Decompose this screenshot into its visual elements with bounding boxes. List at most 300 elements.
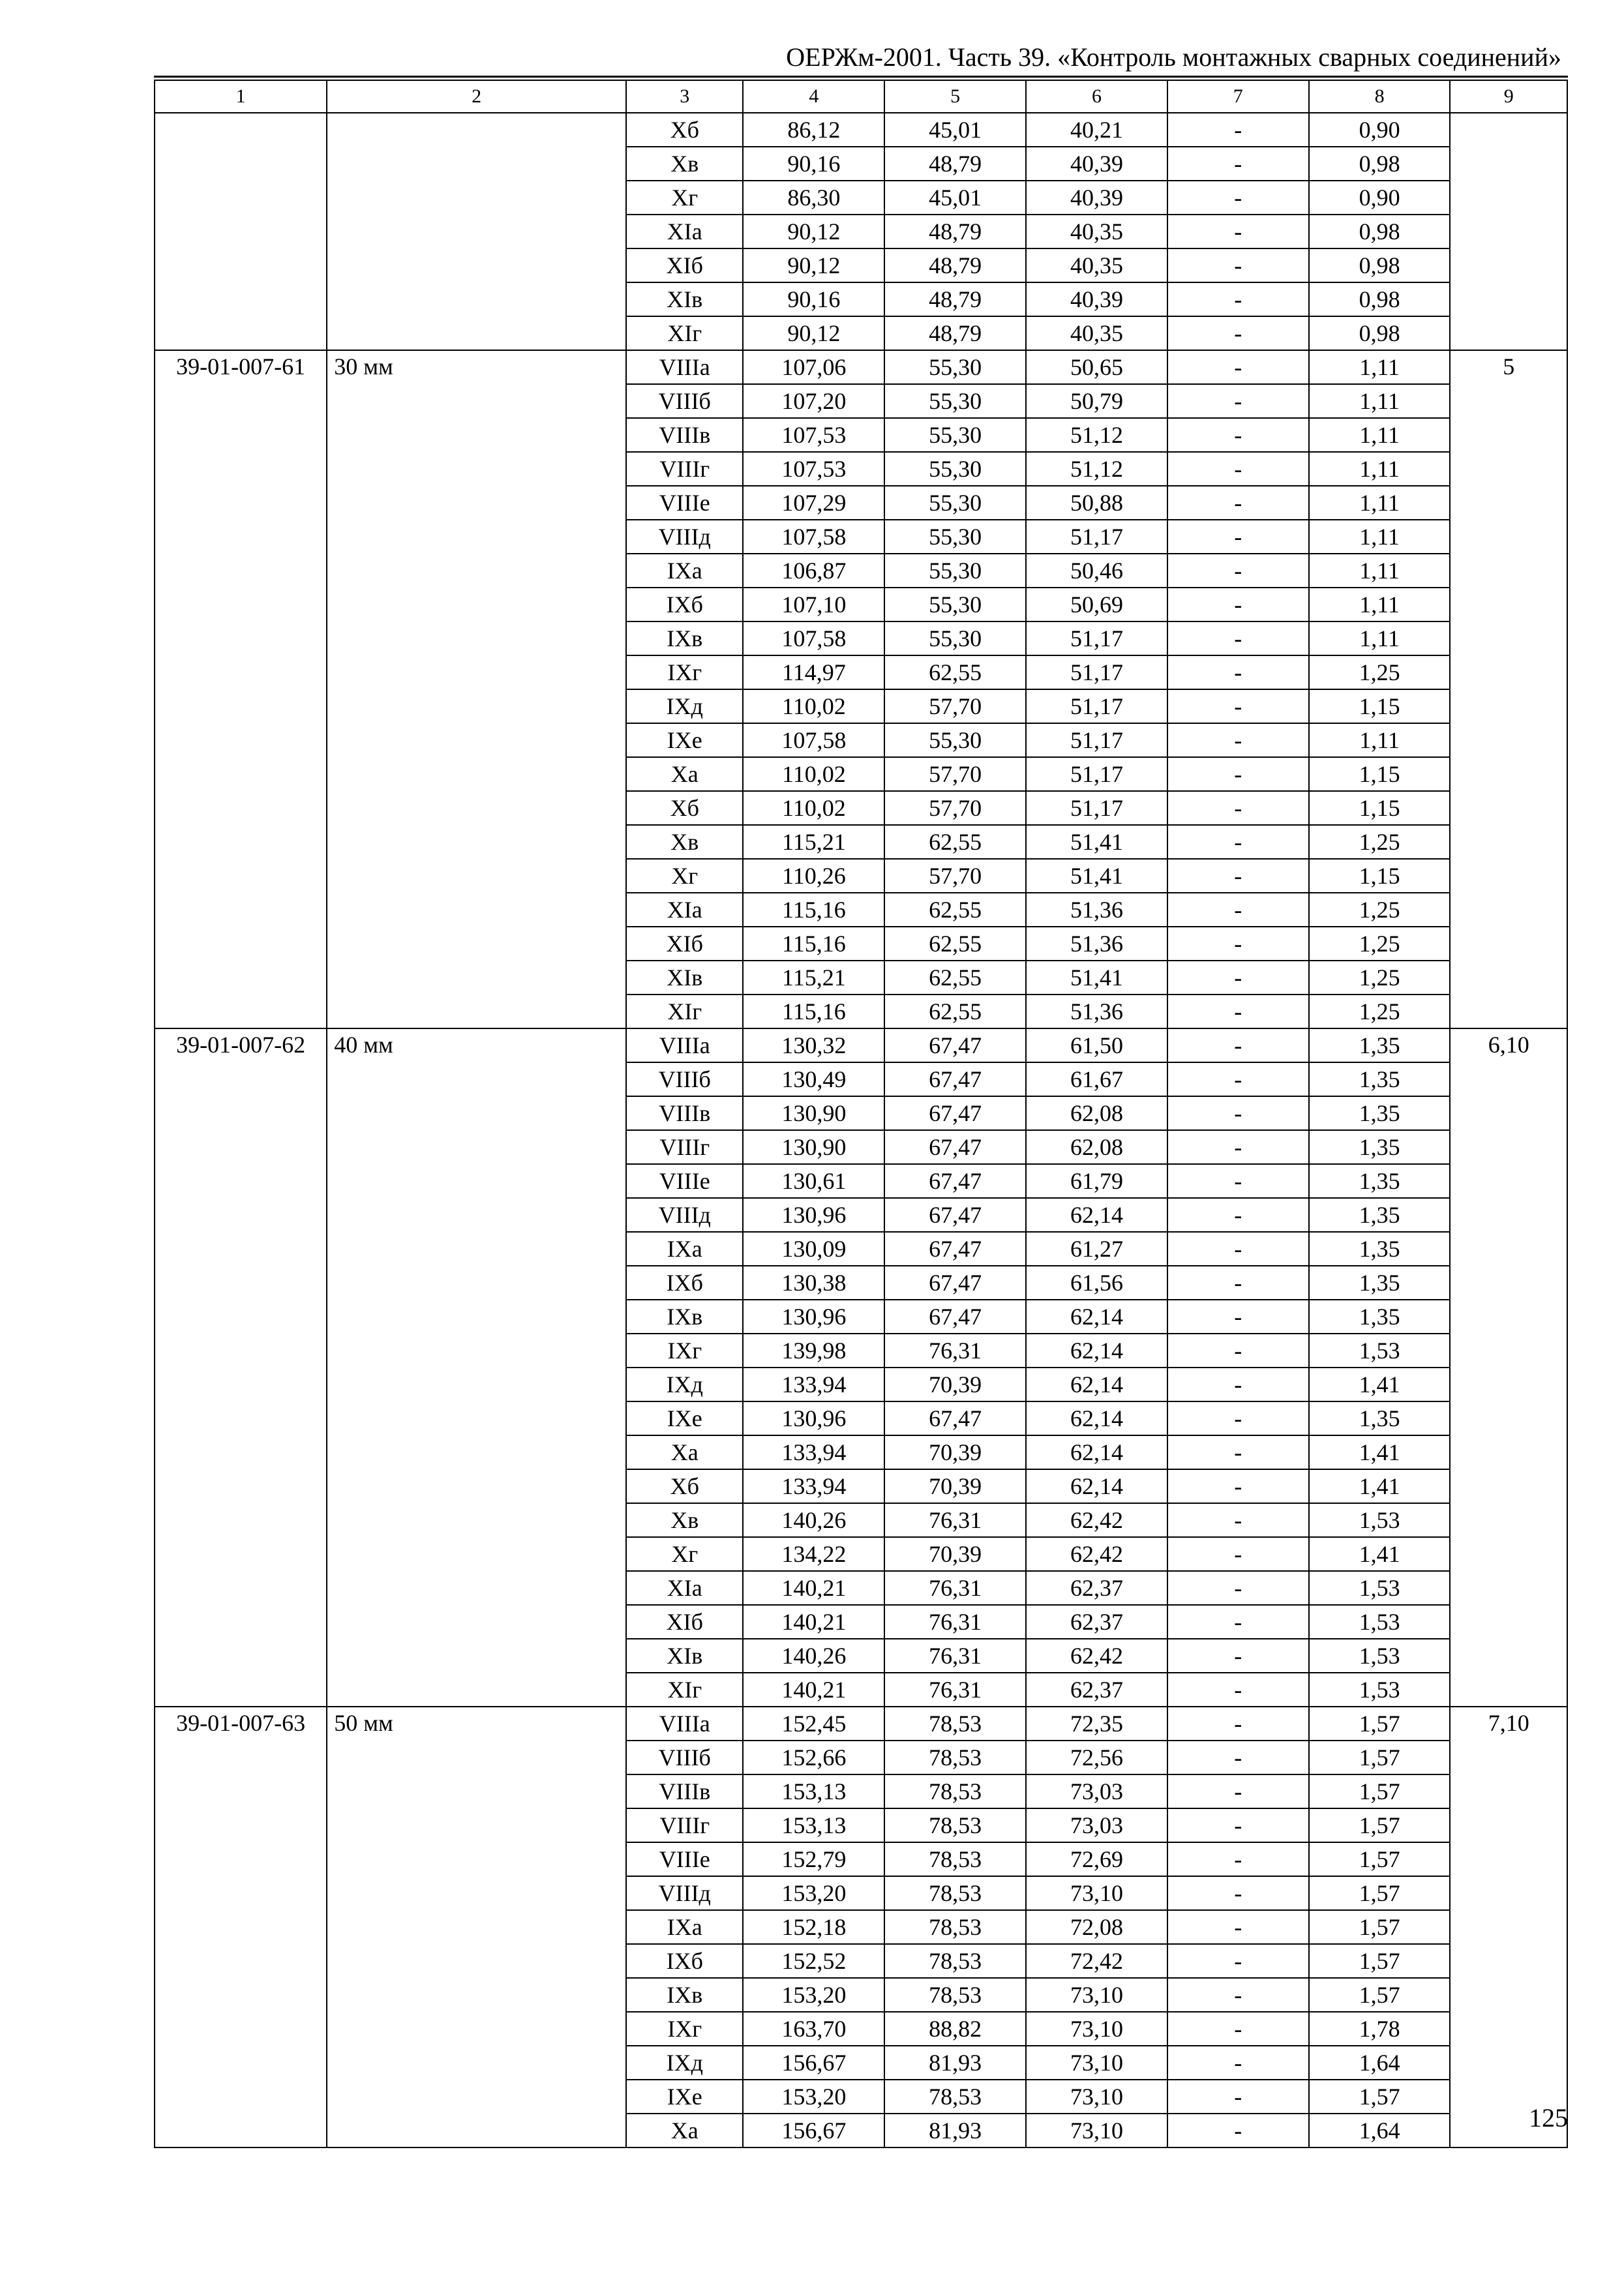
category-cell: IХе: [626, 2080, 743, 2114]
wages-cell: 78,53: [884, 1707, 1026, 1741]
machines-cell: 50,88: [1026, 486, 1167, 520]
labor-cost-cell: 1,25: [1309, 927, 1451, 961]
table-row: [155, 350, 1567, 384]
machines-cell: 62,37: [1026, 1571, 1167, 1605]
category-cell: ХIв: [626, 1639, 743, 1673]
labor-cost-cell: 1,35: [1309, 1198, 1451, 1232]
total-cost-cell: 107,29: [743, 486, 884, 520]
total-cost-cell: 90,16: [743, 147, 884, 181]
total-cost-cell: 90,12: [743, 215, 884, 248]
wages-cell: 67,47: [884, 1401, 1026, 1435]
category-cell: VIIIд: [626, 520, 743, 554]
labor-cost-cell: 1,35: [1309, 1130, 1451, 1164]
category-cell: IХе: [626, 723, 743, 757]
category-cell: Хг: [626, 859, 743, 893]
rate-name-cell: 40 мм: [327, 1028, 626, 1707]
materials-cell: -: [1167, 1978, 1309, 2012]
category-cell: VIIIб: [626, 1741, 743, 1774]
wages-cell: 81,93: [884, 2114, 1026, 2147]
labor-cost-cell: 1,57: [1309, 1944, 1451, 1978]
wages-cell: 76,31: [884, 1334, 1026, 1368]
materials-cell: -: [1167, 1028, 1309, 1062]
category-cell: VIIIб: [626, 1062, 743, 1096]
wages-cell: 62,55: [884, 927, 1026, 961]
wages-cell: 62,55: [884, 655, 1026, 689]
machines-cell: 51,17: [1026, 723, 1167, 757]
labor-cost-cell: 1,11: [1309, 520, 1451, 554]
notes-cell: [1450, 113, 1567, 350]
category-cell: VIIIе: [626, 486, 743, 520]
wages-cell: 62,55: [884, 825, 1026, 859]
total-cost-cell: 115,16: [743, 995, 884, 1028]
labor-cost-cell: 1,35: [1309, 1096, 1451, 1130]
wages-cell: 78,53: [884, 1741, 1026, 1774]
category-cell: IХв: [626, 621, 743, 655]
materials-cell: -: [1167, 588, 1309, 621]
total-cost-cell: 114,97: [743, 655, 884, 689]
category-cell: VIIIа: [626, 1707, 743, 1741]
machines-cell: 51,17: [1026, 621, 1167, 655]
labor-cost-cell: 1,57: [1309, 1910, 1451, 1944]
materials-cell: -: [1167, 2114, 1309, 2147]
wages-cell: 55,30: [884, 384, 1026, 418]
wages-cell: 67,47: [884, 1164, 1026, 1198]
materials-cell: -: [1167, 452, 1309, 486]
wages-cell: 57,70: [884, 859, 1026, 893]
materials-cell: -: [1167, 1876, 1309, 1910]
materials-cell: -: [1167, 1503, 1309, 1537]
category-cell: VIIIв: [626, 1774, 743, 1808]
total-cost-cell: 110,26: [743, 859, 884, 893]
machines-cell: 40,39: [1026, 282, 1167, 316]
machines-cell: 50,79: [1026, 384, 1167, 418]
category-cell: VIIIг: [626, 1808, 743, 1842]
labor-cost-cell: 1,41: [1309, 1435, 1451, 1469]
labor-cost-cell: 1,25: [1309, 655, 1451, 689]
rate-code-cell: 39-01-007-63: [155, 1707, 327, 2147]
materials-cell: -: [1167, 893, 1309, 927]
total-cost-cell: 115,21: [743, 825, 884, 859]
category-cell: IХв: [626, 1300, 743, 1334]
wages-cell: 67,47: [884, 1300, 1026, 1334]
total-cost-cell: 110,02: [743, 689, 884, 723]
labor-cost-cell: 1,57: [1309, 1842, 1451, 1876]
labor-cost-cell: 1,57: [1309, 1774, 1451, 1808]
category-cell: ХIг: [626, 316, 743, 350]
labor-cost-cell: 1,35: [1309, 1062, 1451, 1096]
labor-cost-cell: 1,11: [1309, 554, 1451, 588]
labor-cost-cell: 1,11: [1309, 350, 1451, 384]
category-cell: Хб: [626, 113, 743, 147]
category-cell: ХIб: [626, 248, 743, 282]
category-cell: Хв: [626, 825, 743, 859]
wages-cell: 45,01: [884, 113, 1026, 147]
machines-cell: 51,41: [1026, 961, 1167, 995]
machines-cell: 62,14: [1026, 1469, 1167, 1503]
materials-cell: -: [1167, 995, 1309, 1028]
machines-cell: 40,21: [1026, 113, 1167, 147]
table-row: [155, 113, 1567, 147]
labor-cost-cell: 1,11: [1309, 452, 1451, 486]
total-cost-cell: 115,16: [743, 893, 884, 927]
running-header: ОЕРЖм-2001. Часть 39. «Контроль монтажных сварных соединений»: [786, 42, 1561, 72]
labor-cost-cell: 1,35: [1309, 1028, 1451, 1062]
materials-cell: -: [1167, 927, 1309, 961]
labor-cost-cell: 1,35: [1309, 1300, 1451, 1334]
machines-cell: 51,36: [1026, 927, 1167, 961]
machines-cell: 62,14: [1026, 1300, 1167, 1334]
total-cost-cell: 110,02: [743, 791, 884, 825]
category-cell: Ха: [626, 2114, 743, 2147]
materials-cell: -: [1167, 1944, 1309, 1978]
materials-cell: -: [1167, 1401, 1309, 1435]
category-cell: VIIIе: [626, 1842, 743, 1876]
wages-cell: 55,30: [884, 621, 1026, 655]
category-cell: VIIIд: [626, 1198, 743, 1232]
total-cost-cell: 140,21: [743, 1673, 884, 1707]
notes-cell: 5: [1450, 350, 1567, 1028]
labor-cost-cell: 1,11: [1309, 621, 1451, 655]
category-cell: Хб: [626, 1469, 743, 1503]
materials-cell: -: [1167, 1130, 1309, 1164]
total-cost-cell: 86,30: [743, 181, 884, 215]
machines-cell: 73,10: [1026, 1876, 1167, 1910]
materials-cell: -: [1167, 181, 1309, 215]
wages-cell: 55,30: [884, 486, 1026, 520]
category-cell: Хв: [626, 1503, 743, 1537]
materials-cell: -: [1167, 384, 1309, 418]
total-cost-cell: 152,79: [743, 1842, 884, 1876]
total-cost-cell: 152,52: [743, 1944, 884, 1978]
machines-cell: 51,41: [1026, 825, 1167, 859]
wages-cell: 48,79: [884, 316, 1026, 350]
total-cost-cell: 139,98: [743, 1334, 884, 1368]
materials-cell: -: [1167, 757, 1309, 791]
category-cell: VIIIа: [626, 350, 743, 384]
wages-cell: 55,30: [884, 723, 1026, 757]
materials-cell: -: [1167, 621, 1309, 655]
materials-cell: -: [1167, 1469, 1309, 1503]
category-cell: ХIв: [626, 282, 743, 316]
labor-cost-cell: 1,57: [1309, 1808, 1451, 1842]
total-cost-cell: 130,90: [743, 1130, 884, 1164]
total-cost-cell: 107,10: [743, 588, 884, 621]
column-number: 9: [1450, 80, 1567, 113]
category-cell: ХIб: [626, 927, 743, 961]
rate-code-cell: 39-01-007-61: [155, 350, 327, 1028]
total-cost-cell: 106,87: [743, 554, 884, 588]
machines-cell: 72,56: [1026, 1741, 1167, 1774]
materials-cell: -: [1167, 520, 1309, 554]
machines-cell: 62,14: [1026, 1334, 1167, 1368]
labor-cost-cell: 1,35: [1309, 1266, 1451, 1300]
category-cell: ХIг: [626, 995, 743, 1028]
labor-cost-cell: 1,11: [1309, 588, 1451, 621]
category-cell: VIIIд: [626, 1876, 743, 1910]
wages-cell: 55,30: [884, 520, 1026, 554]
total-cost-cell: 107,53: [743, 418, 884, 452]
materials-cell: -: [1167, 825, 1309, 859]
wages-cell: 55,30: [884, 554, 1026, 588]
labor-cost-cell: 1,25: [1309, 893, 1451, 927]
machines-cell: 61,79: [1026, 1164, 1167, 1198]
machines-cell: 72,42: [1026, 1944, 1167, 1978]
wages-cell: 57,70: [884, 791, 1026, 825]
total-cost-cell: 115,21: [743, 961, 884, 995]
machines-cell: 50,69: [1026, 588, 1167, 621]
labor-cost-cell: 1,57: [1309, 1707, 1451, 1741]
category-cell: Хг: [626, 181, 743, 215]
total-cost-cell: 130,38: [743, 1266, 884, 1300]
materials-cell: -: [1167, 1707, 1309, 1741]
materials-cell: -: [1167, 1774, 1309, 1808]
wages-cell: 45,01: [884, 181, 1026, 215]
category-cell: VIIIе: [626, 1164, 743, 1198]
rate-name-cell: [327, 113, 626, 350]
labor-cost-cell: 1,53: [1309, 1334, 1451, 1368]
machines-cell: 62,08: [1026, 1130, 1167, 1164]
wages-cell: 62,55: [884, 995, 1026, 1028]
rates-table: [154, 80, 1568, 2148]
category-cell: IХб: [626, 588, 743, 621]
wages-cell: 70,39: [884, 1435, 1026, 1469]
total-cost-cell: 153,20: [743, 1978, 884, 2012]
machines-cell: 61,67: [1026, 1062, 1167, 1096]
category-cell: VIIIв: [626, 418, 743, 452]
materials-cell: -: [1167, 1639, 1309, 1673]
column-number: 6: [1026, 80, 1167, 113]
wages-cell: 48,79: [884, 248, 1026, 282]
materials-cell: -: [1167, 1842, 1309, 1876]
machines-cell: 51,17: [1026, 689, 1167, 723]
column-number: 3: [626, 80, 743, 113]
wages-cell: 55,30: [884, 452, 1026, 486]
category-cell: VIIIг: [626, 452, 743, 486]
notes-cell: 7,10: [1450, 1707, 1567, 2147]
rate-name-cell: 30 мм: [327, 350, 626, 1028]
total-cost-cell: 140,26: [743, 1503, 884, 1537]
labor-cost-cell: 1,41: [1309, 1537, 1451, 1571]
total-cost-cell: 107,58: [743, 723, 884, 757]
materials-cell: -: [1167, 147, 1309, 181]
materials-cell: -: [1167, 350, 1309, 384]
machines-cell: 61,50: [1026, 1028, 1167, 1062]
total-cost-cell: 107,20: [743, 384, 884, 418]
materials-cell: -: [1167, 1334, 1309, 1368]
machines-cell: 51,17: [1026, 655, 1167, 689]
materials-cell: -: [1167, 791, 1309, 825]
wages-cell: 78,53: [884, 1808, 1026, 1842]
total-cost-cell: 152,45: [743, 1707, 884, 1741]
category-cell: IХа: [626, 1910, 743, 1944]
labor-cost-cell: 0,90: [1309, 113, 1451, 147]
materials-cell: -: [1167, 1435, 1309, 1469]
labor-cost-cell: 1,35: [1309, 1232, 1451, 1266]
wages-cell: 67,47: [884, 1232, 1026, 1266]
labor-cost-cell: 1,11: [1309, 384, 1451, 418]
labor-cost-cell: 1,15: [1309, 859, 1451, 893]
column-number-row: [155, 80, 1567, 113]
materials-cell: -: [1167, 1062, 1309, 1096]
machines-cell: 51,17: [1026, 520, 1167, 554]
labor-cost-cell: 1,15: [1309, 689, 1451, 723]
wages-cell: 67,47: [884, 1198, 1026, 1232]
total-cost-cell: 107,06: [743, 350, 884, 384]
materials-cell: -: [1167, 1198, 1309, 1232]
materials-cell: -: [1167, 1537, 1309, 1571]
total-cost-cell: 153,20: [743, 1876, 884, 1910]
wages-cell: 76,31: [884, 1673, 1026, 1707]
machines-cell: 62,14: [1026, 1368, 1167, 1401]
machines-cell: 72,08: [1026, 1910, 1167, 1944]
table-row: [155, 1707, 1567, 1741]
category-cell: IХа: [626, 554, 743, 588]
materials-cell: -: [1167, 1164, 1309, 1198]
labor-cost-cell: 1,41: [1309, 1368, 1451, 1401]
machines-cell: 73,10: [1026, 2012, 1167, 2046]
category-cell: ХIа: [626, 215, 743, 248]
total-cost-cell: 134,22: [743, 1537, 884, 1571]
total-cost-cell: 90,16: [743, 282, 884, 316]
machines-cell: 62,37: [1026, 1673, 1167, 1707]
category-cell: IХе: [626, 1401, 743, 1435]
labor-cost-cell: 1,35: [1309, 1164, 1451, 1198]
wages-cell: 67,47: [884, 1028, 1026, 1062]
category-cell: IХб: [626, 1266, 743, 1300]
wages-cell: 81,93: [884, 2046, 1026, 2080]
wages-cell: 57,70: [884, 689, 1026, 723]
machines-cell: 40,35: [1026, 248, 1167, 282]
rate-name-cell: 50 мм: [327, 1707, 626, 2147]
wages-cell: 76,31: [884, 1639, 1026, 1673]
category-cell: IХг: [626, 1334, 743, 1368]
machines-cell: 72,35: [1026, 1707, 1167, 1741]
materials-cell: -: [1167, 1232, 1309, 1266]
materials-cell: -: [1167, 723, 1309, 757]
total-cost-cell: 140,21: [743, 1605, 884, 1639]
table-row: [155, 1028, 1567, 1062]
wages-cell: 88,82: [884, 2012, 1026, 2046]
materials-cell: -: [1167, 689, 1309, 723]
wages-cell: 67,47: [884, 1266, 1026, 1300]
machines-cell: 50,46: [1026, 554, 1167, 588]
machines-cell: 73,03: [1026, 1774, 1167, 1808]
machines-cell: 40,35: [1026, 316, 1167, 350]
wages-cell: 67,47: [884, 1062, 1026, 1096]
wages-cell: 67,47: [884, 1096, 1026, 1130]
materials-cell: -: [1167, 1808, 1309, 1842]
labor-cost-cell: 1,78: [1309, 2012, 1451, 2046]
machines-cell: 62,42: [1026, 1503, 1167, 1537]
category-cell: Ха: [626, 1435, 743, 1469]
materials-cell: -: [1167, 1910, 1309, 1944]
machines-cell: 73,10: [1026, 2114, 1167, 2147]
category-cell: VIIIа: [626, 1028, 743, 1062]
wages-cell: 55,30: [884, 588, 1026, 621]
total-cost-cell: 130,90: [743, 1096, 884, 1130]
labor-cost-cell: 1,35: [1309, 1401, 1451, 1435]
category-cell: ХIа: [626, 893, 743, 927]
machines-cell: 62,14: [1026, 1198, 1167, 1232]
category-cell: IХд: [626, 689, 743, 723]
total-cost-cell: 130,96: [743, 1198, 884, 1232]
category-cell: IХб: [626, 1944, 743, 1978]
machines-cell: 62,14: [1026, 1401, 1167, 1435]
total-cost-cell: 133,94: [743, 1469, 884, 1503]
rate-code-cell: [155, 113, 327, 350]
machines-cell: 51,36: [1026, 995, 1167, 1028]
wages-cell: 70,39: [884, 1537, 1026, 1571]
total-cost-cell: 90,12: [743, 248, 884, 282]
machines-cell: 40,39: [1026, 181, 1167, 215]
materials-cell: -: [1167, 2080, 1309, 2114]
category-cell: IХг: [626, 2012, 743, 2046]
labor-cost-cell: 1,11: [1309, 486, 1451, 520]
wages-cell: 55,30: [884, 418, 1026, 452]
total-cost-cell: 153,13: [743, 1808, 884, 1842]
wages-cell: 78,53: [884, 2080, 1026, 2114]
machines-cell: 62,42: [1026, 1537, 1167, 1571]
machines-cell: 73,10: [1026, 2080, 1167, 2114]
wages-cell: 76,31: [884, 1571, 1026, 1605]
materials-cell: -: [1167, 1368, 1309, 1401]
materials-cell: -: [1167, 1673, 1309, 1707]
labor-cost-cell: 0,98: [1309, 248, 1451, 282]
total-cost-cell: 130,32: [743, 1028, 884, 1062]
materials-cell: -: [1167, 554, 1309, 588]
materials-cell: -: [1167, 1266, 1309, 1300]
total-cost-cell: 163,70: [743, 2012, 884, 2046]
labor-cost-cell: 1,53: [1309, 1503, 1451, 1537]
column-number: 8: [1309, 80, 1451, 113]
notes-cell: 6,10: [1450, 1028, 1567, 1707]
total-cost-cell: 133,94: [743, 1435, 884, 1469]
machines-cell: 62,42: [1026, 1639, 1167, 1673]
category-cell: VIIIв: [626, 1096, 743, 1130]
wages-cell: 78,53: [884, 1978, 1026, 2012]
total-cost-cell: 130,96: [743, 1401, 884, 1435]
category-cell: ХIа: [626, 1571, 743, 1605]
labor-cost-cell: 1,57: [1309, 2080, 1451, 2114]
wages-cell: 70,39: [884, 1368, 1026, 1401]
materials-cell: -: [1167, 248, 1309, 282]
table-body: [155, 80, 1567, 2147]
total-cost-cell: 156,67: [743, 2046, 884, 2080]
category-cell: ХIг: [626, 1673, 743, 1707]
total-cost-cell: 110,02: [743, 757, 884, 791]
rate-code-cell: 39-01-007-62: [155, 1028, 327, 1707]
wages-cell: 67,47: [884, 1130, 1026, 1164]
machines-cell: 62,14: [1026, 1435, 1167, 1469]
labor-cost-cell: 1,41: [1309, 1469, 1451, 1503]
machines-cell: 72,69: [1026, 1842, 1167, 1876]
machines-cell: 51,12: [1026, 418, 1167, 452]
machines-cell: 73,03: [1026, 1808, 1167, 1842]
materials-cell: -: [1167, 486, 1309, 520]
wages-cell: 76,31: [884, 1605, 1026, 1639]
category-cell: IХв: [626, 1978, 743, 2012]
materials-cell: -: [1167, 113, 1309, 147]
labor-cost-cell: 1,57: [1309, 1876, 1451, 1910]
labor-cost-cell: 1,15: [1309, 791, 1451, 825]
labor-cost-cell: 0,98: [1309, 316, 1451, 350]
total-cost-cell: 86,12: [743, 113, 884, 147]
total-cost-cell: 115,16: [743, 927, 884, 961]
materials-cell: -: [1167, 2012, 1309, 2046]
total-cost-cell: 140,21: [743, 1571, 884, 1605]
category-cell: Хв: [626, 147, 743, 181]
page-number: 125: [1529, 2103, 1568, 2132]
